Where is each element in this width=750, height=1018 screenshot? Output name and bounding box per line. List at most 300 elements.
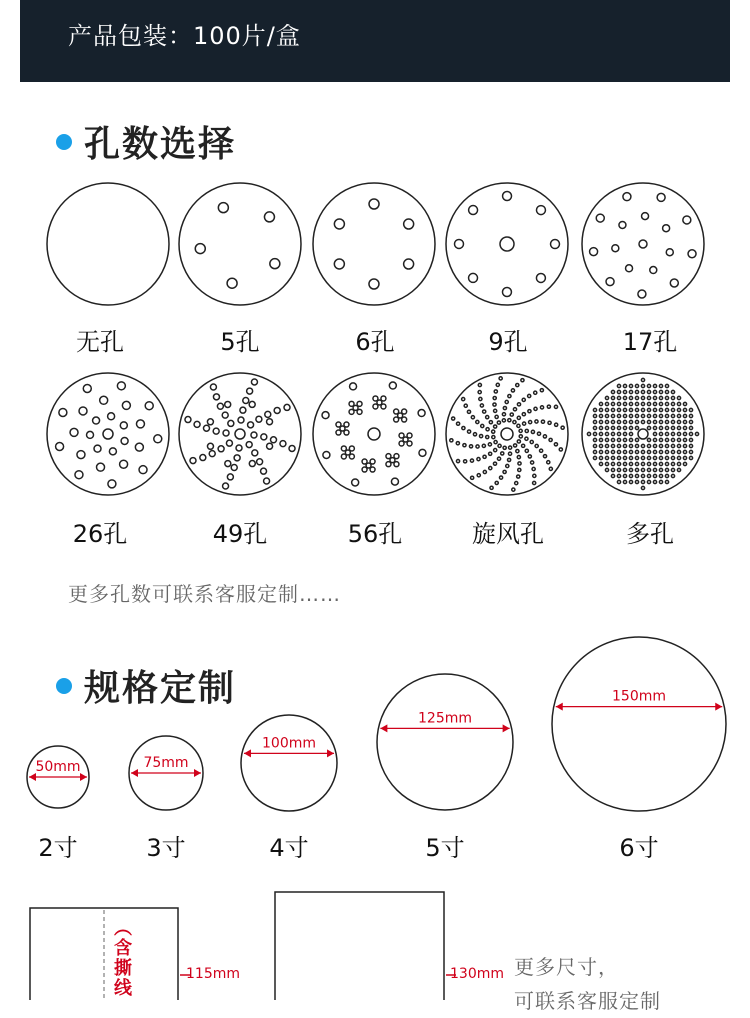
hole [497,457,500,460]
hole [135,443,143,451]
hole [522,398,525,401]
hole [121,437,128,444]
hole [653,468,656,471]
hole [629,456,632,459]
hole [689,408,692,411]
hole [617,402,620,405]
hole [531,461,534,464]
hole [456,422,459,425]
hole [264,478,270,484]
hole [535,444,538,447]
hole [611,438,614,441]
sheet-130-outline [275,892,444,1000]
hole [480,404,483,407]
hole [481,424,484,427]
hole [599,444,602,447]
hole [671,396,674,399]
hole [519,435,522,438]
hole [222,412,228,418]
hole [665,408,668,411]
hole [671,450,674,453]
hole [635,408,638,411]
hole [508,419,511,422]
hole [231,465,237,471]
hole [671,402,674,405]
hole [611,456,614,459]
size-label-2: 2寸 [38,834,78,862]
hole [671,408,674,411]
hole [683,450,686,453]
hole [551,240,560,249]
hole [514,444,517,447]
hole [689,444,692,447]
hole [683,438,686,441]
hole [482,444,485,447]
hole [404,219,414,229]
hole [647,444,650,447]
hole [533,481,536,484]
hole [109,448,116,455]
hole [629,432,632,435]
hole [238,417,244,423]
hole [635,444,638,447]
hole [593,450,596,453]
hole [540,406,543,409]
hole [462,398,465,401]
hole [503,406,506,409]
hole [683,408,686,411]
hole [611,468,614,471]
hole [665,438,668,441]
hole [606,278,614,286]
hole [657,193,665,201]
hole [617,456,620,459]
hole [483,410,486,413]
hole [498,444,501,447]
hole [264,212,274,222]
size-label-3: 3寸 [146,834,186,862]
hole [683,402,686,405]
hole [517,456,520,459]
hole [612,245,619,252]
hole [536,273,545,282]
hole [605,402,608,405]
hole [599,402,602,405]
hole [210,384,216,390]
hole [267,419,273,425]
hole [486,416,489,419]
hole [617,474,620,477]
hole [677,432,680,435]
disc-49[interactable] [179,373,301,495]
disc-9[interactable] [446,183,568,305]
center-hole [500,237,514,251]
hole [226,440,232,446]
hole [518,468,521,471]
hole [653,462,656,465]
hole [647,426,650,429]
hole [549,438,552,441]
hole [492,430,495,433]
option-label-none: 无孔 [76,328,124,356]
arrow-left-icon [380,724,387,732]
hole [635,474,638,477]
hole [665,450,668,453]
hole [495,415,498,418]
hole [228,420,234,426]
hole [490,486,493,489]
hole [377,400,382,405]
hole [689,426,692,429]
hole [323,451,330,458]
hole [352,479,359,486]
hole [59,408,67,416]
hole [653,396,656,399]
hole [635,480,638,483]
hole [108,480,116,488]
option-label-5: 5孔 [220,328,260,356]
hole [502,287,511,296]
hole [353,405,358,410]
hole [543,455,546,458]
hole [209,451,215,457]
hole [593,414,596,417]
size-label-5: 5寸 [425,834,465,862]
hole [623,432,626,435]
hole [695,432,698,435]
option-label-9: 9孔 [488,328,528,356]
hole [647,462,650,465]
hole [671,462,674,465]
hole [478,391,481,394]
hole [647,438,650,441]
hole [677,468,680,471]
hole [541,420,544,423]
hole [489,452,492,455]
hole [403,437,408,442]
hole [611,408,614,411]
hole [617,420,620,423]
hole [252,450,258,456]
hole [639,240,647,248]
hole [529,421,532,424]
hole [665,432,668,435]
hole [635,396,638,399]
hole [227,278,237,288]
diameter-text-2in: 50mm [35,759,81,775]
hole [611,426,614,429]
hole [689,456,692,459]
hole [390,458,395,463]
hole [629,444,632,447]
hole [635,462,638,465]
hole [623,408,626,411]
hole [665,402,668,405]
hole [623,402,626,405]
hole [611,462,614,465]
hole [605,420,608,423]
hole [611,450,614,453]
hole [503,446,506,449]
hole [671,390,674,393]
center-hole [638,429,648,439]
hole [512,488,515,491]
holes-custom-note: 更多孔数可联系客服定制…… [68,582,341,606]
hole [528,410,531,413]
hole [398,413,403,418]
sheet-width-115: 115mm [186,966,240,982]
hole [473,433,476,436]
hole [671,420,674,423]
hole [665,426,668,429]
hole [617,480,620,483]
hole [455,239,464,248]
hole [653,420,656,423]
hole [495,481,498,484]
hole [677,456,680,459]
hole [469,273,478,282]
more-sizes-note [514,950,661,1018]
hole [683,414,686,417]
hole [653,450,656,453]
hole [629,390,632,393]
hole [623,438,626,441]
hole [635,426,638,429]
hole [243,397,249,403]
hole [369,199,379,209]
hole [659,432,662,435]
hole [467,410,470,413]
hole [677,408,680,411]
hole [659,396,662,399]
hole [605,414,608,417]
hole [517,440,520,443]
hole [525,437,528,440]
hole [641,420,644,423]
hole [629,408,632,411]
hole [494,390,497,393]
hole [611,414,614,417]
hole [665,456,668,459]
hole [75,471,83,479]
hole [476,445,479,448]
hole [593,432,596,435]
hole [688,250,696,258]
hole [471,416,474,419]
hole [190,458,196,464]
hole [623,480,626,483]
hole [623,420,626,423]
hole [677,450,680,453]
hole [647,450,650,453]
hole [635,450,638,453]
hole [200,455,206,461]
hole [689,432,692,435]
hole [629,384,632,387]
hole [284,404,290,410]
hole [270,259,280,269]
hole [635,438,638,441]
hole [464,460,467,463]
hole [623,426,626,429]
arrow-left-icon [556,703,563,711]
hole [492,436,495,439]
hole [494,425,497,428]
hole [517,416,520,419]
hole [665,414,668,417]
hole [207,443,213,449]
hole [136,420,144,428]
hole [605,426,608,429]
hole [653,426,656,429]
hole [517,424,520,427]
hole [593,408,596,411]
hole [665,444,668,447]
hole [154,435,162,443]
hole [665,462,668,465]
diameter-text-4in: 100mm [262,735,316,752]
hole [635,390,638,393]
hole [677,402,680,405]
hole [464,404,467,407]
hole [629,450,632,453]
hole [653,432,656,435]
hole [251,432,257,438]
hole [478,383,481,386]
hole [653,384,656,387]
hole [366,463,371,468]
hole [513,408,516,411]
hole [122,401,130,409]
option-label-6: 6孔 [355,328,395,356]
disc-6[interactable] [313,183,435,305]
hole [251,379,257,385]
hole [493,462,496,465]
hole [289,445,295,451]
hole [641,480,644,483]
hole [653,456,656,459]
hole [240,407,246,413]
hole [350,383,357,390]
hole [549,467,552,470]
hole [593,444,596,447]
option-label-49: 49孔 [212,520,268,548]
hole [647,474,650,477]
hole [531,430,534,433]
hole [223,430,229,436]
hole [554,443,557,446]
hole [671,468,674,471]
hole [671,414,674,417]
hole [611,396,614,399]
arrow-right-icon [503,724,510,732]
hole [225,401,231,407]
hole [456,460,459,463]
hole [389,382,396,389]
sheet-width-130: 130mm [450,966,504,982]
hole [629,396,632,399]
hole [683,462,686,465]
hole [516,449,519,452]
hole [510,413,513,416]
size-circle-5in [377,674,513,810]
hole [617,426,620,429]
hole [540,389,543,392]
hole [665,396,668,399]
hole [617,438,620,441]
hole [689,420,692,423]
hole [683,432,686,435]
hole [599,408,602,411]
hole [653,402,656,405]
hole [671,456,674,459]
hole [689,438,692,441]
hole [555,423,558,426]
hole [641,414,644,417]
hole [617,396,620,399]
hole [659,468,662,471]
arrow-right-icon [80,773,87,781]
hole [79,407,87,415]
hole [623,390,626,393]
hole [261,434,267,440]
disc-multi[interactable] [582,373,704,495]
hole [462,426,465,429]
disc-26[interactable] [47,373,169,495]
hole [623,444,626,447]
hole [257,459,263,465]
hole [647,402,650,405]
hole [345,450,350,455]
hole [225,461,231,467]
hole [145,402,153,410]
hole [641,396,644,399]
hole [469,206,478,215]
hole [677,462,680,465]
hole [617,408,620,411]
hole [340,426,345,431]
hole [120,460,128,468]
hole [467,430,470,433]
disc-none[interactable] [47,183,169,305]
hole [623,384,626,387]
hole [213,394,219,400]
option-label-multi: 多孔 [626,520,674,548]
hole [540,449,543,452]
disc-56[interactable] [313,373,435,495]
hole [641,390,644,393]
hole [590,248,598,256]
hole [194,421,200,427]
hole [522,444,525,447]
hole [611,390,614,393]
hole [605,462,608,465]
hole [619,221,626,228]
hole [499,377,502,380]
hole [463,444,466,447]
hole [617,390,620,393]
hole [617,450,620,453]
disc-cyclone[interactable] [446,373,568,495]
hole [665,468,668,471]
hole [611,432,614,435]
hole [671,444,674,447]
disc-17[interactable] [582,183,704,305]
hole [659,402,662,405]
hole [391,478,398,485]
more-sizes-line-1: 更多尺寸， [514,955,619,979]
hole [670,279,678,287]
